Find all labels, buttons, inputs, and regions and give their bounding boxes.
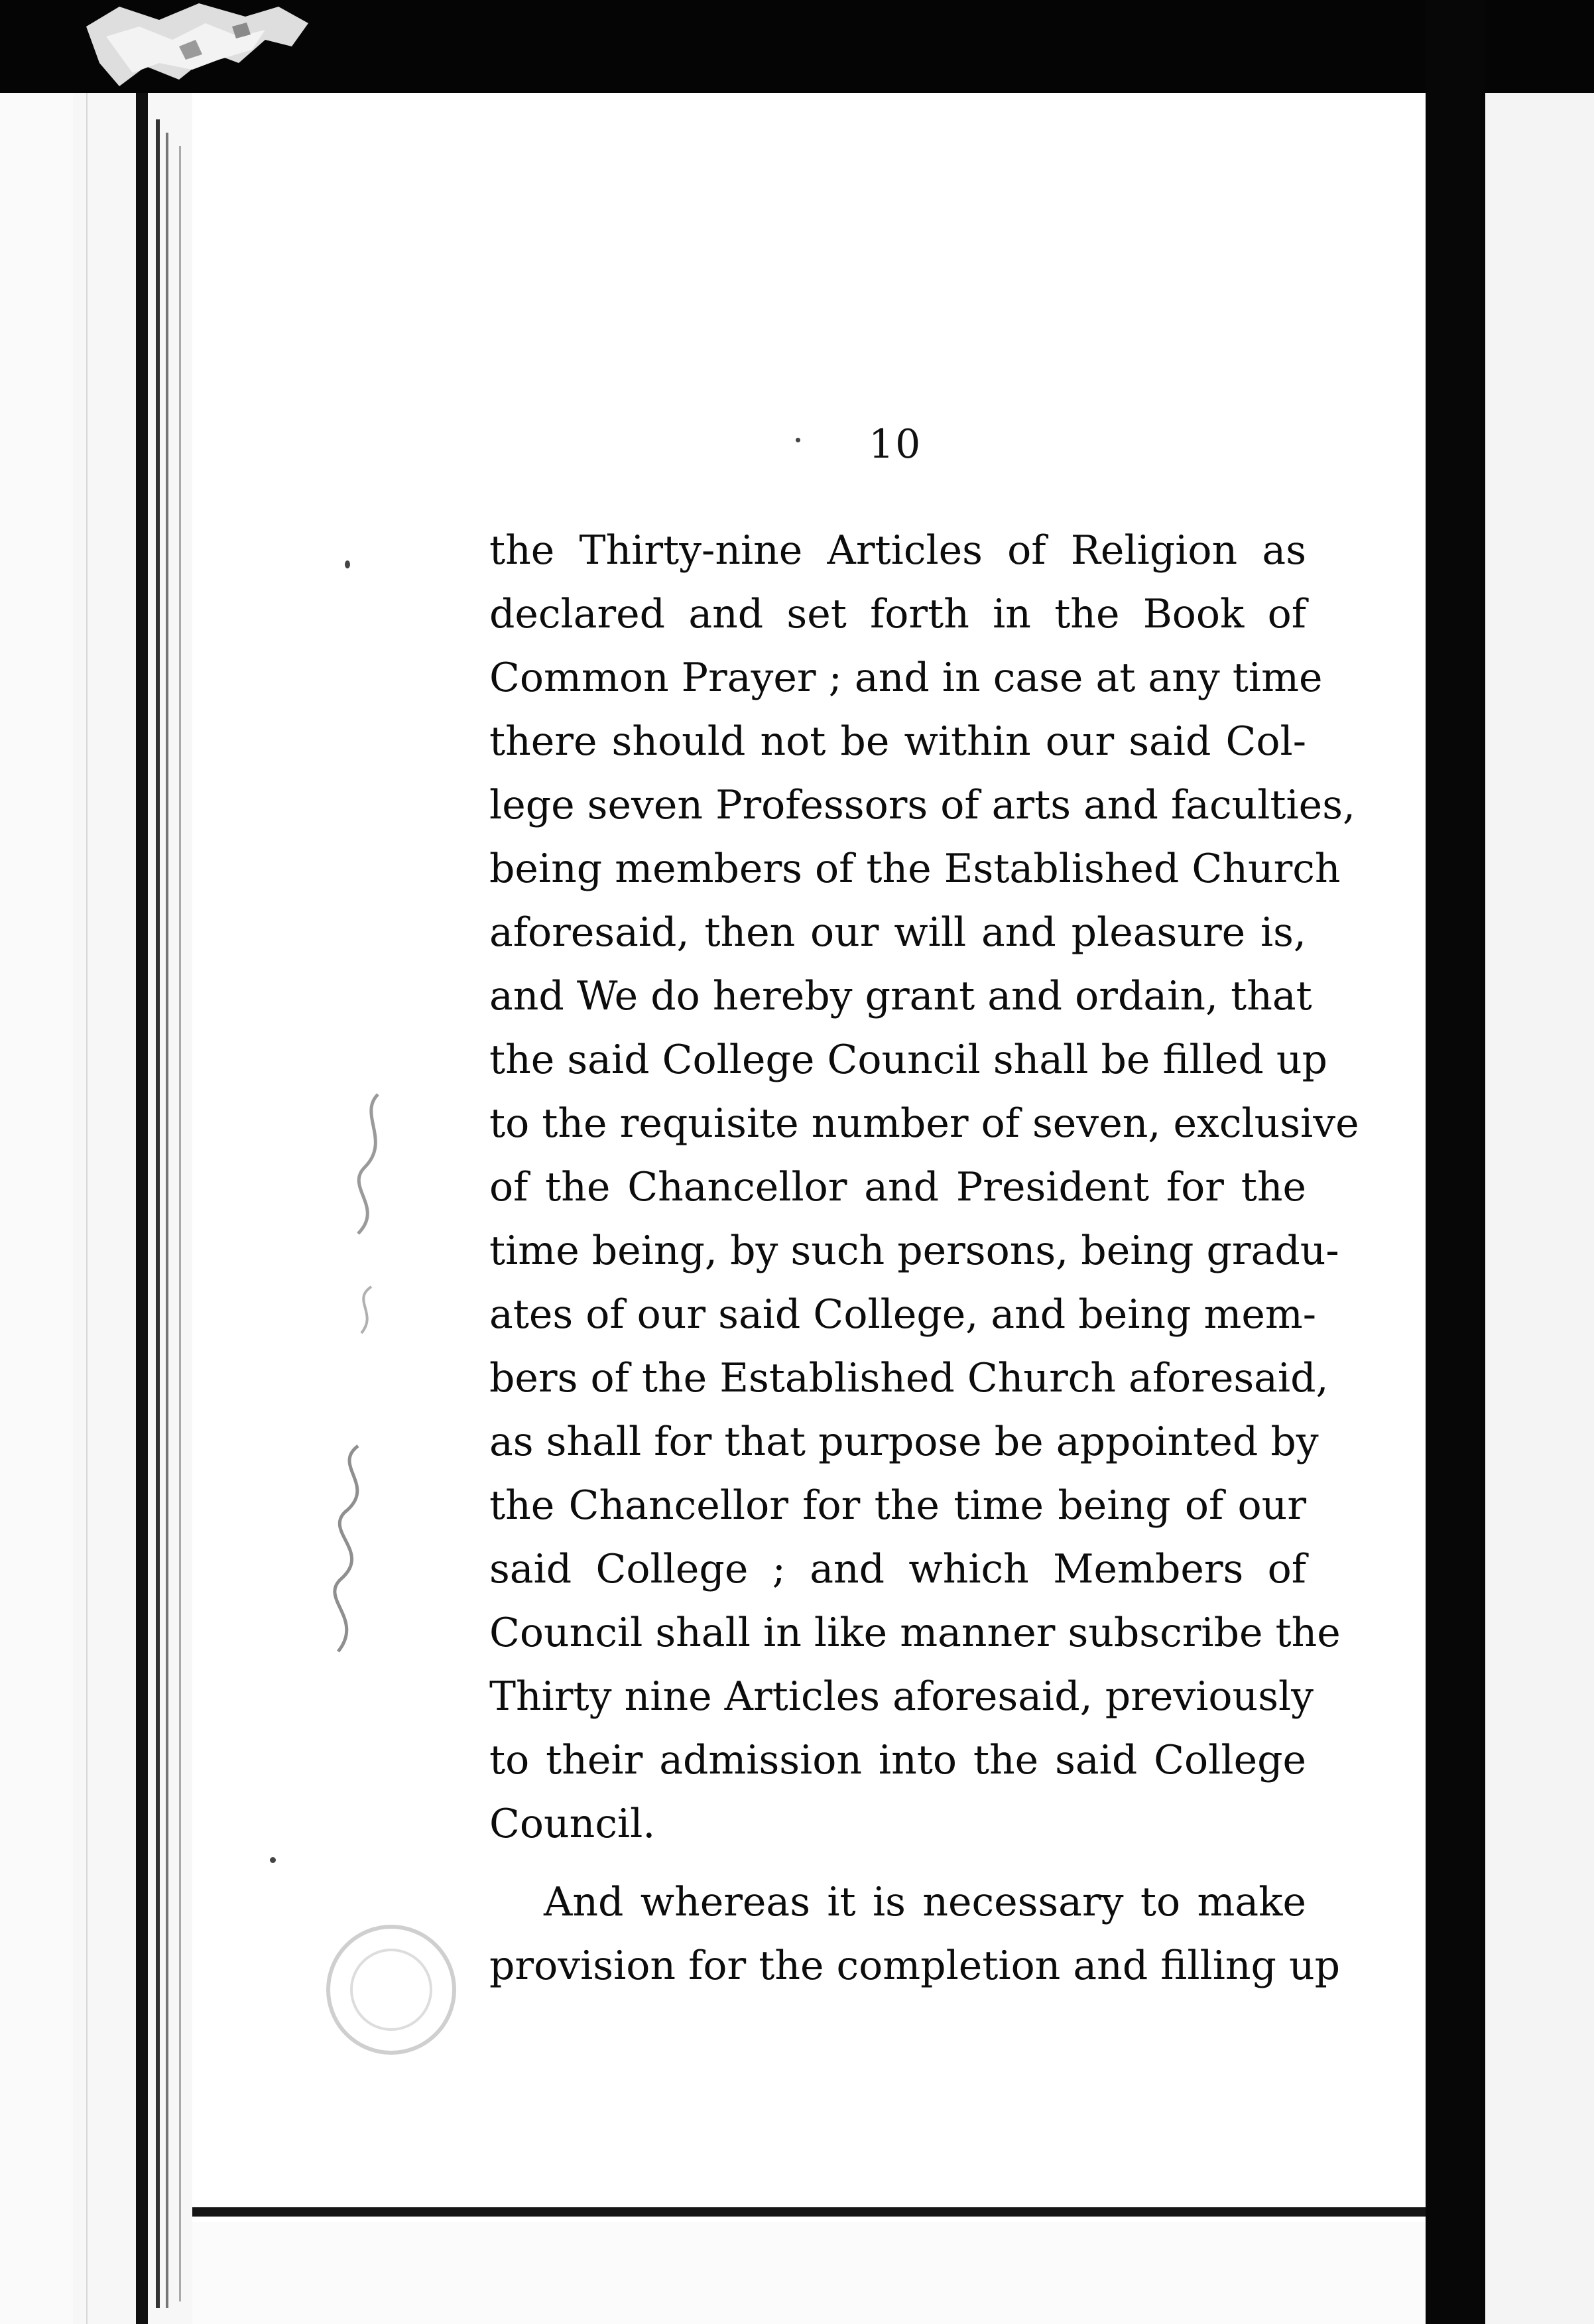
text-line: and We do hereby grant and ordain, that: [489, 973, 1312, 1019]
scan-left-margin: [0, 93, 73, 2324]
pencil-annotation: [278, 1088, 411, 1671]
text-line: provision for the completion and filling up: [489, 1943, 1341, 1989]
print-speck: [345, 560, 350, 568]
text-line: Council shall in like manner subscribe the: [489, 1610, 1341, 1656]
page-edge-lines: [73, 93, 206, 2324]
facing-page-edge: [1485, 93, 1594, 2324]
print-speck: [270, 1857, 276, 1863]
page-bottom-edge: [192, 2207, 1426, 2217]
text-line: the said College Council shall be filled up: [489, 1037, 1327, 1083]
text-line: as shall for that purpose be appointed by: [489, 1419, 1319, 1465]
text-line: And whereas it is necessary to make: [544, 1879, 1306, 1925]
text-line: of the Chancellor and President for the: [489, 1164, 1306, 1210]
book-gutter: [1426, 0, 1485, 2324]
text-line: ates of our said College, and being mem-: [489, 1291, 1317, 1338]
text-line: to their admission into the said College: [489, 1737, 1306, 1783]
scan-bottom-margin: [192, 2222, 1426, 2324]
text-line: Common Prayer ; and in case at any time: [489, 655, 1323, 701]
print-speck: [796, 438, 800, 442]
paragraph-gap: [489, 1856, 1306, 1870]
text-line: Thirty nine Articles aforesaid, previously: [489, 1673, 1314, 1720]
text-line: the Thirty-nine Articles of Religion as: [489, 527, 1306, 574]
text-line: there should not be within our said Col-: [489, 718, 1306, 765]
text-line: bers of the Established Church aforesaid,: [489, 1355, 1329, 1401]
text-line: being members of the Established Church: [489, 846, 1341, 892]
text-line: time being, by such persons, being gradu-: [489, 1228, 1339, 1274]
library-stamp: [318, 1910, 464, 2069]
text-line: aforesaid, then our will and pleasure is,: [489, 909, 1306, 956]
text-line: Council.: [489, 1801, 656, 1847]
text-line: said College ; and which Members of: [489, 1546, 1306, 1592]
text-line: lege seven Professors of arts and faculties,: [489, 782, 1356, 828]
torn-paper-corner: [80, 0, 318, 99]
text-line: the Chancellor for the time being of our: [489, 1482, 1306, 1529]
body-text: [489, 519, 1359, 1998]
text-line: declared and set forth in the Book of: [489, 591, 1306, 637]
page-number: 10: [869, 421, 922, 468]
text-line: to the requisite number of seven, exclusive: [489, 1100, 1359, 1147]
